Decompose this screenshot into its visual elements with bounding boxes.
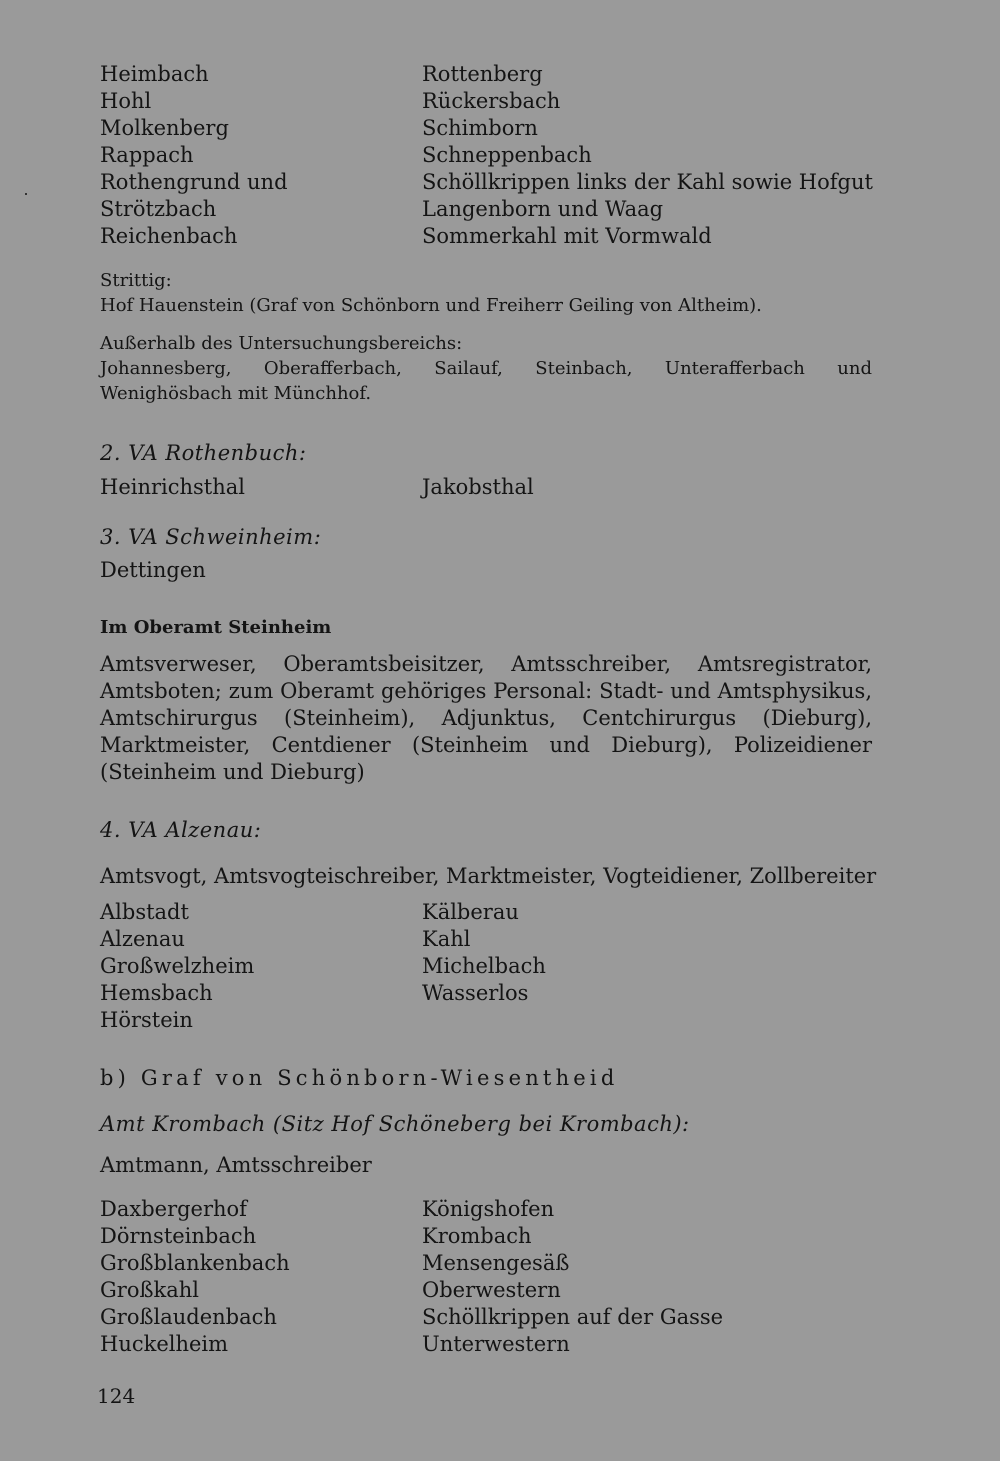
list-item: Schimborn xyxy=(422,116,538,140)
krombach-heading: Amt Krombach (Sitz Hof Schöneberg bei Krombach): xyxy=(100,1112,690,1136)
list-item: Krombach xyxy=(422,1224,532,1248)
steinheim-heading: Im Oberamt Steinheim xyxy=(100,617,332,638)
list-item: Rothengrund und xyxy=(100,170,288,194)
strittig-text: Hof Hauenstein (Graf von Schönborn und Freiherr Geiling von Altheim). xyxy=(100,295,762,316)
list-item: Rückersbach xyxy=(422,89,561,113)
list-item: Hemsbach xyxy=(100,981,213,1005)
place-list-1 xyxy=(100,61,900,250)
va3-heading: 3. VA Schweinheim: xyxy=(100,525,322,549)
list-item: Kälberau xyxy=(422,900,519,924)
strittig-block xyxy=(100,268,872,318)
list-item: Heimbach xyxy=(100,62,209,86)
steinheim-text: Amtsverweser, Oberamtsbeisitzer, Amtsschreiber, Amtsregistrator, Amtsboten; zum Oberamt gehöriges Personal: Stadt- und Amtsphysikus, Amtschirurgus (Steinheim), Adjunktus, Centchirurgus (Dieburg), Marktmeister, Centdiener (Steinheim und Dieburg), Polizeidiener (Steinheim und Dieburg) xyxy=(100,652,872,784)
list-item: Molkenberg xyxy=(100,116,229,140)
list-item: Großblankenbach xyxy=(100,1251,290,1275)
list-item: Großwelzheim xyxy=(100,954,255,978)
list-item: Alzenau xyxy=(100,927,185,951)
list-item: Rappach xyxy=(100,143,194,167)
va4-list-right xyxy=(422,899,900,1034)
list-item: Albstadt xyxy=(100,900,189,924)
list-item: Unterwestern xyxy=(422,1332,570,1356)
list-item: Michelbach xyxy=(422,954,546,978)
ausserhalb-block xyxy=(100,331,872,406)
list-item: Sommerkahl mit Vormwald xyxy=(422,224,712,248)
scan-speck xyxy=(25,193,27,195)
ausserhalb-label: Außerhalb des Untersuchungsbereichs: xyxy=(100,333,463,354)
page-number: 124 xyxy=(97,1384,136,1408)
krombach-text: Amtmann, Amtsschreiber xyxy=(100,1153,372,1177)
va4-list-left xyxy=(100,899,422,1034)
list-item: Dörnsteinbach xyxy=(100,1224,257,1248)
list-item: Schöllkrippen auf der Gasse xyxy=(422,1305,724,1329)
list-item: Kahl xyxy=(422,927,471,951)
schoenborn-heading: b) Graf von Schönborn-Wiesentheid xyxy=(100,1066,619,1090)
strittig-label: Strittig: xyxy=(100,270,172,291)
list-item: Reichenbach xyxy=(100,224,238,248)
va2-heading: 2. VA Rothenbuch: xyxy=(100,441,307,465)
list-item: Schöllkrippen links der Kahl sowie Hofgut xyxy=(422,170,873,194)
list-item: Großlaudenbach xyxy=(100,1305,277,1329)
va4-text: Amtsvogt, Amtsvogteischreiber, Marktmeister, Vogteidiener, Zollbereiter xyxy=(100,864,877,888)
krombach-list xyxy=(100,1196,900,1358)
krombach-list-left xyxy=(100,1196,422,1358)
place-list-1-left xyxy=(100,61,422,250)
list-item: Königshofen xyxy=(422,1197,555,1221)
va4-list xyxy=(100,899,900,1034)
list-item: Schneppenbach xyxy=(422,143,592,167)
place-list-1-right xyxy=(422,61,900,250)
list-item: Heinrichsthal xyxy=(100,475,246,499)
list-item: Langenborn und Waag xyxy=(422,197,664,221)
list-item: Huckelheim xyxy=(100,1332,229,1356)
list-item: Jakobsthal xyxy=(422,475,534,499)
list-item: Oberwestern xyxy=(422,1278,561,1302)
va2-list xyxy=(100,474,900,501)
list-item: Hohl xyxy=(100,89,152,113)
krombach-list-right xyxy=(422,1196,900,1358)
list-item: Großkahl xyxy=(100,1278,199,1302)
list-item: Hörstein xyxy=(100,1008,193,1032)
list-item: Wasserlos xyxy=(422,981,529,1005)
list-item: Rottenberg xyxy=(422,62,543,86)
list-item: Strötzbach xyxy=(100,197,217,221)
ausserhalb-text: Johannesberg, Oberafferbach, Sailauf, Steinbach, Unterafferbach und Wenighösbach mit Münchhof. xyxy=(100,358,872,404)
list-item: Mensengesäß xyxy=(422,1251,570,1275)
list-item: Daxbergerhof xyxy=(100,1197,247,1221)
va3-text: Dettingen xyxy=(100,558,206,582)
va4-heading: 4. VA Alzenau: xyxy=(100,818,262,842)
